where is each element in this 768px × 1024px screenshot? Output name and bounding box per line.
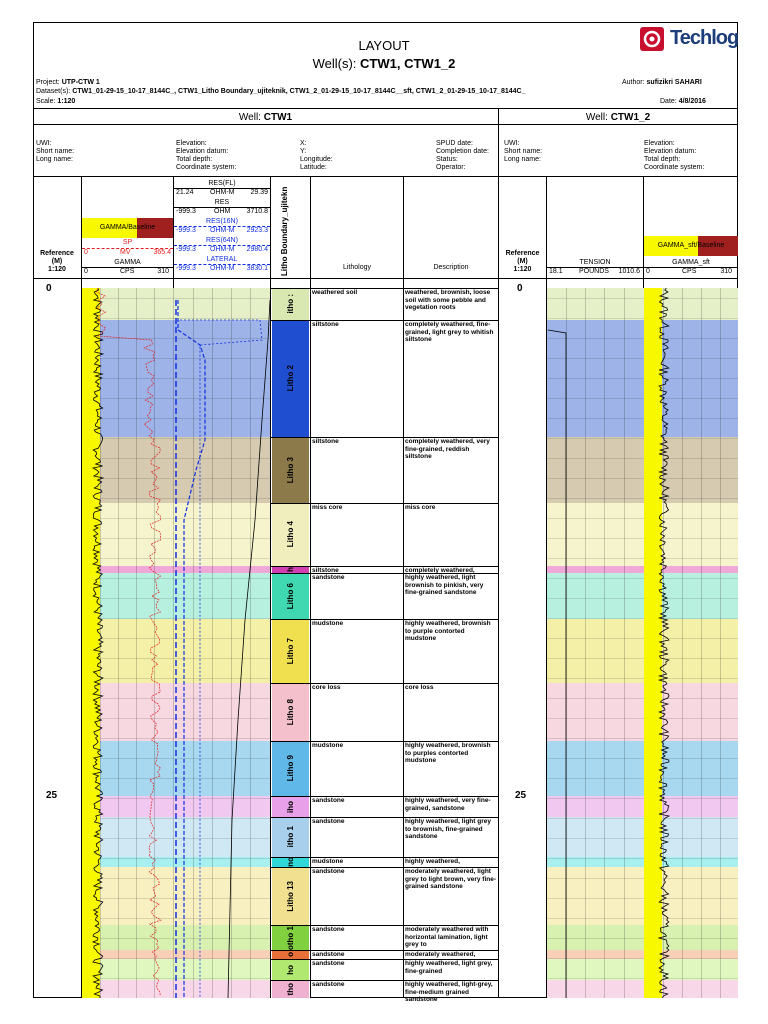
grid-line	[212, 288, 213, 998]
lithology-text: sandstone	[312, 868, 345, 875]
uwi-label: UWI:	[36, 140, 52, 147]
grid-line-h-right	[547, 318, 738, 319]
dataset-line	[36, 88, 716, 96]
grid-line-h	[82, 758, 270, 759]
zone-band	[82, 867, 270, 925]
zone-band-right	[547, 741, 738, 796]
res16-min: -999.3	[176, 227, 196, 234]
track-header-rule	[33, 278, 738, 279]
description-text: completely weathered, fine-grained, light grey to whitish siltstone	[405, 321, 494, 343]
page-title: LAYOUT	[358, 38, 410, 53]
coordinate-system-label: Coordinate system:	[176, 164, 237, 171]
litho-zone-label: Litho 6	[286, 582, 295, 610]
description-text: moderately weathered,	[405, 951, 476, 958]
grid-line-h	[82, 458, 270, 459]
litho-zone-label: Litho 3	[286, 456, 295, 484]
reference-label-right: Reference	[505, 250, 540, 257]
resistivity-headers	[174, 180, 270, 273]
grid-line-h-right	[547, 778, 738, 779]
grid-line-h	[82, 658, 270, 659]
grid-line-h-right	[547, 678, 738, 679]
grid-line-h	[82, 978, 270, 979]
grid-line-h	[82, 498, 270, 499]
grid-line-h-right	[547, 598, 738, 599]
gamma-label: GAMMA	[114, 259, 141, 266]
lithology-text: siltstone	[312, 567, 339, 574]
date-label: Date:	[660, 98, 677, 105]
gamma-max: 310	[157, 268, 169, 275]
grid-line-h-right	[547, 758, 738, 759]
litho-zone-label: otho 1	[286, 925, 295, 950]
res16-max: 2923.3	[246, 227, 268, 234]
grid-line-h	[82, 938, 270, 939]
project-line	[36, 79, 100, 87]
description-text: highly weathered, light grey, fine-grained	[405, 960, 493, 975]
grid-line-h	[82, 558, 270, 559]
zone-band	[82, 683, 270, 741]
zone-band	[82, 817, 270, 857]
grid-line-h	[82, 438, 270, 439]
grid-line-h-right	[547, 718, 738, 719]
description-text: weathered, brownish, loose soil with some pebble and vegetation roots	[405, 289, 491, 311]
lithology-text: weathered soil	[312, 289, 358, 296]
sp-label: SP	[122, 239, 133, 246]
reference-unit: (M)	[51, 258, 63, 265]
well-right-info-col2	[644, 140, 704, 172]
grid-line-h-right	[547, 298, 738, 299]
gamma-unit: CPS	[120, 268, 135, 275]
grid-line-h	[82, 378, 270, 379]
grid-line-h-right	[547, 558, 738, 559]
litho-zone-label: tho	[286, 982, 295, 996]
reference-scale: 1:120	[48, 266, 66, 273]
grid-line-h	[82, 698, 270, 699]
grid-line-h	[82, 778, 270, 779]
grid-line-h-right	[547, 798, 738, 799]
techlog-logo	[640, 27, 739, 51]
zone-band	[82, 796, 270, 817]
tension-min: 18.1	[549, 268, 563, 275]
grid-line-h	[82, 418, 270, 419]
grid-line-h	[82, 518, 270, 519]
litho-zone-label: iho	[286, 800, 295, 813]
status-label: Status:	[436, 156, 458, 163]
lateral-max: 3830.1	[246, 265, 268, 272]
description-text: highly weathered,	[405, 858, 460, 865]
litho-zone-label: Litho 9	[286, 755, 295, 782]
description-text: highly weathered, light brownish to pinkish, very fine-grained sandstone	[405, 574, 484, 596]
well-left-info-col3	[300, 140, 333, 172]
grid-line-h	[82, 358, 270, 359]
depth-tick-0: 0	[46, 283, 52, 294]
well-info-rule	[33, 176, 738, 177]
tension-unit: POUNDS	[579, 268, 609, 275]
grid-line-right	[682, 288, 683, 998]
author-line	[622, 79, 702, 87]
grid-line-h-right	[547, 378, 738, 379]
grid-line-h-right	[547, 858, 738, 859]
grid-line-h	[82, 338, 270, 339]
project-value: UTP-CTW 1	[61, 79, 100, 86]
wells-title	[0, 56, 768, 71]
description-text: highly weathered, light grey to brownish, fine-grained sandstone	[405, 818, 491, 840]
gamma-fill	[82, 288, 100, 998]
description-text: highly weathered, light-grey, fine-medium grained sandstone	[405, 981, 493, 1003]
long-name-label-right: Long name:	[504, 156, 541, 163]
grid-line-h-right	[547, 658, 738, 659]
litho-zone-label: o	[286, 952, 295, 957]
grid-line-h-right	[547, 878, 738, 879]
litho-zone-label: Litho 4	[286, 521, 295, 548]
well-right-info-col1	[504, 140, 542, 164]
grid-line-h-right	[547, 898, 738, 899]
well-left-label: Well:	[238, 112, 261, 123]
res-fl-label: RES(FL)	[208, 180, 236, 187]
description-text: completely weathered, very fine-grained, reddish siltstone	[405, 438, 490, 460]
litho-zone-label: Litho 13	[286, 880, 295, 912]
grid-line	[118, 288, 119, 998]
short-name-label-right: Short name:	[504, 148, 543, 155]
res64-min: -999.3	[176, 246, 196, 253]
dataset-value: CTW1_01-29-15_10-17_8144C_, CTW1_Litho Boundary_ujiteknik, CTW1_2_01-29-15_10-17_8144C__sft, CTW1_2_01-29-15_10-17_8144C_	[72, 88, 526, 95]
depth-tick-25-right: 25	[515, 790, 527, 801]
elevation-label-right: Elevation:	[644, 140, 675, 147]
well-name-rule	[33, 124, 738, 125]
lithology-text: sandstone	[312, 574, 345, 581]
litho-zone-label: itho :	[286, 294, 295, 314]
well-right-label: Well:	[585, 112, 608, 123]
grid-line-h-right	[547, 398, 738, 399]
litho-zone-label: h	[286, 567, 295, 572]
grid-line-h-right	[547, 838, 738, 839]
scale-line	[36, 98, 75, 106]
grid-line-h	[82, 718, 270, 719]
res-fl-max: 29.39	[250, 189, 268, 196]
reference-header	[33, 250, 81, 274]
long-name-label: Long name:	[36, 156, 73, 163]
litho-zone-label: ho	[286, 964, 295, 975]
gamma-sft-max: 310	[720, 268, 732, 275]
well-left-name	[33, 112, 498, 123]
grid-line-h	[82, 678, 270, 679]
zone-band-right	[547, 503, 738, 566]
zone-band-right	[547, 566, 738, 573]
lithology-text: sandstone	[312, 951, 345, 958]
dataset-label: Dataset(s):	[36, 88, 71, 95]
grid-line-h-right	[547, 358, 738, 359]
zone-band-right	[547, 817, 738, 857]
zone-band-right	[547, 796, 738, 817]
lithology-text: sandstone	[312, 960, 345, 967]
description-text: completely weathered,	[405, 567, 475, 574]
lithology-text: sandstone	[312, 926, 345, 933]
grid-line	[231, 288, 232, 998]
gamma-baseline-header	[82, 218, 173, 238]
grid-line-h	[82, 818, 270, 819]
res-fl-min: 21.24	[176, 189, 194, 196]
spud-date-label: SPUD date:	[436, 140, 473, 147]
description-text: highly weathered, very fine-grained, sandstone	[405, 797, 491, 812]
reference-label: Reference	[40, 250, 74, 257]
latitude-label: Latitude:	[300, 164, 327, 171]
zone-band	[82, 619, 270, 683]
grid-line-h-right	[547, 738, 738, 739]
lateral-unit: OHM-M	[210, 265, 235, 272]
lithology-text: mudstone	[312, 620, 344, 627]
zone-band-right	[547, 980, 738, 998]
res16-label: RES(16N)	[206, 218, 238, 225]
description-text: highly weathered, brownish to purples contorted mudstone	[405, 742, 491, 764]
reference-unit-right: (M)	[517, 258, 528, 265]
litho-zone-label: no	[286, 857, 295, 867]
grid-line-h	[82, 638, 270, 639]
y-label: Y:	[300, 148, 307, 155]
res64-max: 2980.4	[246, 246, 268, 253]
uwi-label-right: UWI:	[504, 140, 520, 147]
gamma-sft-min: 0	[646, 268, 650, 275]
lithology-text: sandstone	[312, 981, 345, 988]
well-right-value: CTW1_2	[610, 112, 651, 123]
lateral-min: -999.3	[176, 265, 196, 272]
grid-line-h	[82, 798, 270, 799]
tension-scale	[547, 267, 643, 275]
short-name-label: Short name:	[36, 148, 75, 155]
grid-line-right	[701, 288, 702, 998]
grid-line-h-right	[547, 418, 738, 419]
res-min: -999.3	[176, 208, 196, 215]
description-text: core loss	[405, 684, 434, 691]
operator-label: Operator:	[436, 164, 466, 171]
zone-band	[82, 503, 270, 566]
litho-boundary-header: Litho Boundary_ujitekn	[280, 186, 289, 276]
well-right-name	[498, 112, 738, 123]
wells-label: Well(s):	[312, 56, 357, 71]
zone-band-right	[547, 683, 738, 741]
x-label: X:	[300, 140, 307, 147]
grid-line-h-right	[547, 518, 738, 519]
scale-label: Scale:	[36, 98, 56, 105]
author-label: Author:	[622, 79, 645, 86]
grid-line-h	[82, 478, 270, 479]
zone-band	[82, 566, 270, 573]
lithology-text: mudstone	[312, 858, 344, 865]
description-text: highly weathered, brownish to purple contorted mudstone	[405, 620, 491, 642]
gamma-sft-fill	[644, 288, 662, 998]
grid-line-right	[585, 288, 586, 998]
lithology-text: siltstone	[312, 438, 339, 445]
zone-band-right	[547, 959, 738, 980]
zone-band	[82, 741, 270, 796]
project-label: Project:	[36, 79, 60, 86]
zone-band	[82, 573, 270, 619]
depth-tick-25: 25	[46, 790, 58, 801]
grid-line-right	[663, 288, 664, 998]
lithology-header: Lithology	[342, 264, 372, 271]
grid-line	[193, 288, 194, 998]
grid-line-h-right	[547, 338, 738, 339]
lithology-text: mudstone	[312, 742, 344, 749]
grid-line-right	[566, 288, 567, 998]
elevation-datum-label-right: Elevation datum:	[644, 148, 697, 155]
logo-text: Techlog	[670, 27, 739, 49]
lateral-label: LATERAL	[206, 256, 238, 263]
description-text: moderately weathered, light grey to light brown, very fine-grained sandstone	[405, 868, 497, 890]
coordinate-system-label-right: Coordinate system:	[644, 164, 705, 171]
well-left-value: CTW1	[263, 112, 293, 123]
elevation-label: Elevation:	[176, 140, 207, 147]
description-header: Description	[433, 264, 469, 271]
zone-band-right	[547, 619, 738, 683]
gamma-scale	[82, 267, 173, 275]
grid-line-h-right	[547, 458, 738, 459]
zone-band	[82, 288, 270, 320]
well-left-info-col2	[176, 140, 236, 172]
grid-line-h-right	[547, 918, 738, 919]
grid-line	[173, 288, 174, 998]
res-unit: OHM	[214, 208, 231, 215]
logo-mark-icon	[640, 27, 664, 51]
total-depth-label: Total depth:	[176, 156, 213, 163]
lithology-text: miss core	[312, 504, 343, 511]
grid-line-h	[82, 618, 270, 619]
gamma-sft-label: GAMMA_sft	[672, 259, 710, 266]
sp-unit: MV	[120, 249, 131, 256]
grid-line-h	[82, 538, 270, 539]
litho-zone-label: Litho 7	[286, 637, 295, 665]
grid-line-h-right	[547, 638, 738, 639]
grid-line-h	[82, 318, 270, 319]
author-value: sufizikri SAHARI	[646, 79, 702, 86]
date-value: 4/8/2016	[678, 98, 706, 105]
zone-band-right	[547, 437, 738, 503]
grid-line-h	[82, 578, 270, 579]
description-text: miss core	[405, 504, 436, 511]
gamma-sft-scale	[644, 267, 738, 275]
grid-line	[154, 288, 155, 998]
grid-line-right	[604, 288, 605, 998]
grid-line-h-right	[547, 958, 738, 959]
res-fl-unit: OHM-M	[210, 189, 235, 196]
gamma-sft-baseline-header	[644, 236, 738, 256]
description-text: moderately weathered with horizontal lamination, light grey to	[405, 926, 489, 948]
gamma-sft-unit: CPS	[682, 268, 697, 275]
grid-line-h	[82, 858, 270, 859]
lithology-text: sandstone	[312, 797, 345, 804]
grid-line-h-right	[547, 498, 738, 499]
res64-label: RES(64N)	[206, 237, 238, 244]
grid-line-h-right	[547, 698, 738, 699]
grid-line-h-right	[547, 478, 738, 479]
grid-line-h-right	[547, 938, 738, 939]
litho-zone-label: Litho 2	[286, 365, 295, 392]
grid-line-h	[82, 598, 270, 599]
grid-line-h	[82, 398, 270, 399]
grid-line	[100, 288, 101, 998]
res-max: 3710.8	[246, 208, 268, 215]
reference-scale-right: 1:120	[513, 266, 532, 273]
depth-tick-0-right: 0	[517, 283, 523, 294]
grid-line-h	[82, 958, 270, 959]
wells-value: CTW1, CTW1_2	[360, 56, 456, 71]
lithology-text: core loss	[312, 684, 341, 691]
date-line	[660, 98, 706, 106]
grid-line-h-right	[547, 438, 738, 439]
grid-line-h-right	[547, 978, 738, 979]
zone-band-right	[547, 288, 738, 320]
litho-zone-label: Litho 8	[286, 698, 295, 726]
sp-max: 365.4	[153, 249, 171, 256]
well-left-info-col1	[36, 140, 74, 164]
res-label: RES	[214, 199, 230, 206]
tension-max: 1010.6	[618, 268, 640, 275]
well-left-info-col4	[436, 140, 489, 172]
gamma-baseline-label: GAMMA/Baseline	[99, 224, 156, 231]
scale-value: 1:120	[57, 98, 76, 105]
res16-unit: OHM-M	[210, 227, 235, 234]
gamma-min: 0	[84, 268, 88, 275]
sp-scale	[82, 248, 173, 256]
sp-min: 0	[84, 249, 88, 256]
header-rule	[33, 108, 738, 109]
longitude-label: Longitude:	[300, 156, 333, 163]
grid-line-h-right	[547, 538, 738, 539]
well-divider	[498, 108, 499, 998]
zone-band	[82, 437, 270, 503]
grid-line-h-right	[547, 578, 738, 579]
grid-line-h	[82, 298, 270, 299]
grid-line	[136, 288, 137, 998]
grid-line-h-right	[547, 618, 738, 619]
tension-label: TENSION	[579, 259, 611, 266]
gamma-sft-baseline-label: GAMMA_sft/Baseline	[657, 242, 725, 249]
grid-line-h	[82, 738, 270, 739]
completion-date-label: Completion date:	[436, 148, 489, 155]
grid-line-h	[82, 878, 270, 879]
grid-line-h	[82, 838, 270, 839]
zone-band-right	[547, 573, 738, 619]
grid-line-right	[624, 288, 625, 998]
grid-line-h-right	[547, 818, 738, 819]
grid-line-h	[82, 918, 270, 919]
elevation-datum-label: Elevation datum:	[176, 148, 229, 155]
grid-line-right	[720, 288, 721, 998]
grid-line	[250, 288, 251, 998]
litho-zone-label: itho 1	[286, 826, 295, 848]
lithology-text: sandstone	[312, 818, 345, 825]
zone-band-right	[547, 867, 738, 925]
zone-band	[82, 980, 270, 998]
lithology-text: siltstone	[312, 321, 339, 328]
zone-band	[82, 959, 270, 980]
res64-unit: OHM-M	[210, 246, 235, 253]
grid-line-h	[82, 898, 270, 899]
total-depth-label-right: Total depth:	[644, 156, 681, 163]
reference-header-right	[499, 250, 546, 274]
